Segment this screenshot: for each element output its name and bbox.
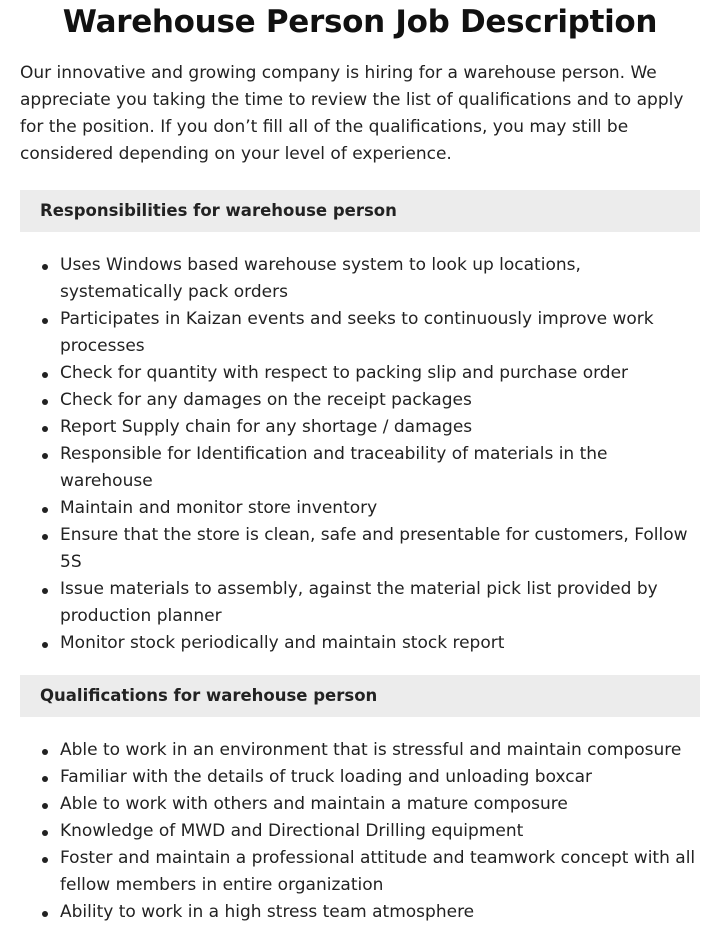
list-item: Issue materials to assembly, against the material pick list provided by production planner (60, 576, 700, 630)
responsibilities-heading: Responsibilities for warehouse person (20, 190, 700, 232)
list-item: Able to work in an environment that is stressful and maintain composure (60, 737, 700, 764)
list-item: Foster and maintain a professional attitude and teamwork concept with all fellow members in entire organization (60, 845, 700, 899)
list-item: Check for any damages on the receipt packages (60, 387, 700, 414)
list-item: Ensure that the store is clean, safe and presentable for customers, Follow 5S (60, 522, 700, 576)
qualifications-list (20, 737, 700, 926)
qualifications-heading: Qualifications for warehouse person (20, 675, 700, 717)
list-item: Familiar with the details of truck loading and unloading boxcar (60, 764, 700, 791)
responsibilities-list (20, 252, 700, 657)
list-item: Uses Windows based warehouse system to look up locations, systematically pack orders (60, 252, 700, 306)
list-item: Able to work with others and maintain a mature composure (60, 791, 700, 818)
list-item: Maintain and monitor store inventory (60, 495, 700, 522)
list-item: Knowledge of MWD and Directional Drilling equipment (60, 818, 700, 845)
intro-paragraph: Our innovative and growing company is hiring for a warehouse person. We appreciate you taking the time to review the list of qualifications and to apply for the position. If you don’t fill all of the qualifications, you may still be considered depending on your level of experience. (20, 63, 684, 164)
list-item: Ability to work in a high stress team atmosphere (60, 899, 700, 926)
list-item: Check for quantity with respect to packing slip and purchase order (60, 360, 700, 387)
list-item: Report Supply chain for any shortage / damages (60, 414, 700, 441)
page-title: Warehouse Person Job Description (62, 4, 658, 40)
list-item: Monitor stock periodically and maintain stock report (60, 630, 700, 657)
list-item: Responsible for Identification and traceability of materials in the warehouse (60, 441, 700, 495)
list-item: Participates in Kaizan events and seeks to continuously improve work processes (60, 306, 700, 360)
